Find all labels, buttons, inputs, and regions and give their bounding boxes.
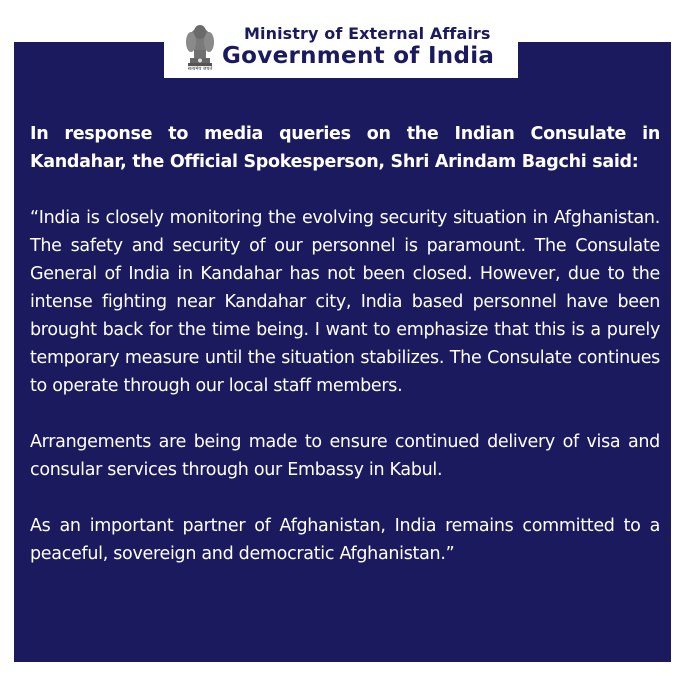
statement-paragraph-3: As an important partner of Afghanistan, India remains committed to a peaceful, sovereign and democratic Afghanistan.” xyxy=(30,516,660,564)
statement-paragraph-1: “India is closely monitoring the evolving security situation in Afghanistan. The safety and security of our personnel is paramount. The Consulate General of India in Kandahar has not been closed. However, due to the intense fighting near Kandahar city, India based personnel have been brought back for the time being. I want to emphasize that this is a purely temporary measure until the situation stabilizes. The Consulate continues to operate through our local staff members. xyxy=(30,208,660,396)
statement-body xyxy=(30,120,660,596)
government-name: Government of India xyxy=(222,43,495,69)
emblem-caption: सत्यमेव जयते xyxy=(187,66,213,72)
ministry-header xyxy=(164,18,518,78)
statement-paragraph-2: Arrangements are being made to ensure continued delivery of visa and consular services through our Embassy in Kabul. xyxy=(30,432,660,480)
ministry-name: Ministry of External Affairs xyxy=(244,24,491,43)
statement-intro: In response to media queries on the Indian Consulate in Kandahar, the Official Spokesperson, Shri Arindam Bagchi said: xyxy=(30,124,660,172)
